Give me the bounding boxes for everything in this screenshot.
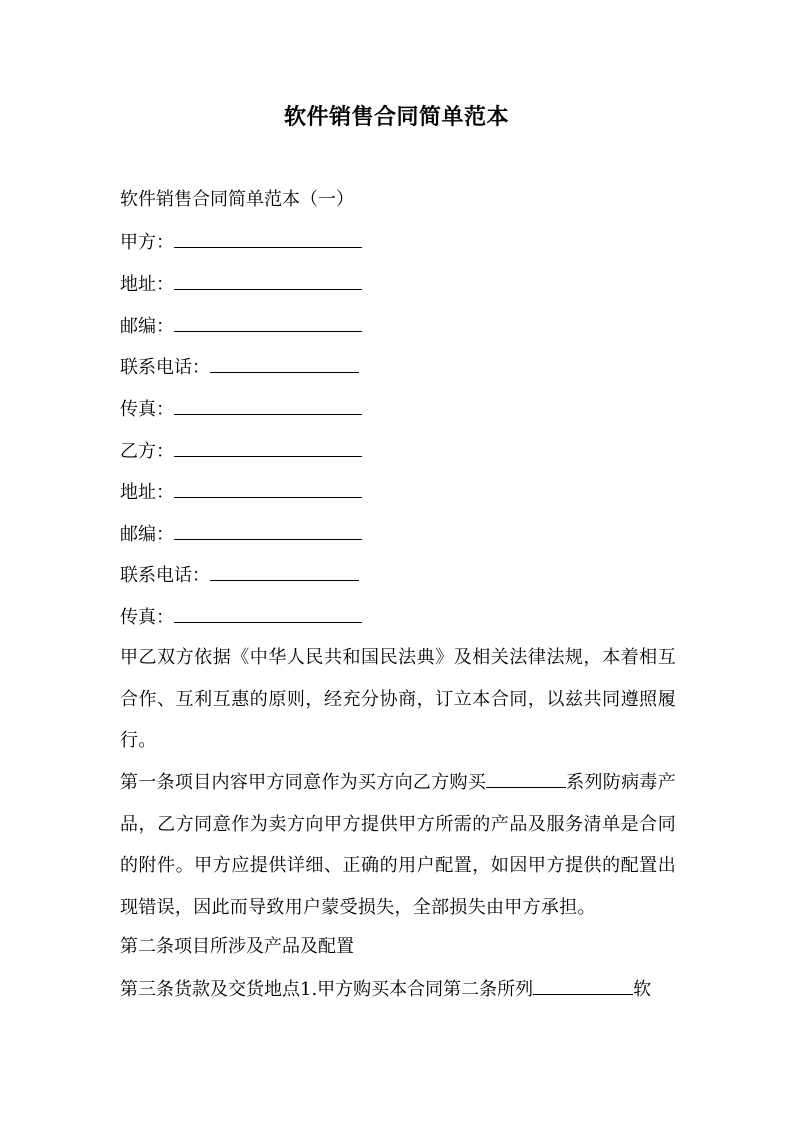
- party-a-fax-blank: [174, 396, 362, 415]
- party-a-name-blank: [174, 229, 362, 248]
- party-b-postcode-line: [120, 521, 362, 548]
- party-a-address-line: [120, 271, 362, 298]
- article-3-text-start: 第三条货款及交货地点1.甲方购买本合同第二条所列: [120, 979, 534, 1000]
- party-a-phone-blank: [210, 354, 359, 373]
- article-3-blank: [533, 976, 633, 995]
- party-b-phone-label: 联系电话：: [120, 565, 210, 586]
- party-a-address-blank: [174, 271, 362, 290]
- document-subtitle: 软件销售合同简单范本（一）: [120, 189, 354, 210]
- article-1-paragraph: [120, 762, 676, 928]
- party-a-phone-line: [120, 354, 359, 381]
- party-a-name-label: 甲方：: [120, 232, 174, 253]
- party-a-postcode-label: 邮编：: [120, 316, 174, 337]
- party-b-name-blank: [174, 438, 362, 457]
- party-b-phone-line: [120, 562, 359, 589]
- article-1-text-start: 第一条项目内容甲方同意作为买方向乙方购买: [120, 772, 487, 793]
- party-b-fax-line: [120, 604, 362, 631]
- article-3-text-end: 软: [633, 979, 652, 1000]
- party-a-postcode-blank: [174, 313, 362, 332]
- article-2-heading: 第二条项目所涉及产品及配置: [120, 936, 354, 957]
- party-a-fax-label: 传真：: [120, 399, 174, 420]
- party-b-phone-blank: [210, 562, 359, 581]
- party-b-postcode-blank: [174, 521, 362, 540]
- party-b-name-label: 乙方：: [120, 441, 174, 462]
- article-1-blank: [486, 769, 566, 788]
- party-a-postcode-line: [120, 313, 362, 340]
- article-1-text-end: 系列防病毒产品，乙方同意作为卖方向甲方提供甲方所需的产品及服务清单是合同的附件。甲方应提供详细、正确的用户配置，如因甲方提供的配置出现错误，因此而导致用户蒙受损失，全部损失由甲方承担。: [120, 772, 676, 918]
- party-b-address-label: 地址：: [120, 482, 174, 503]
- article-3-line: [120, 976, 651, 1003]
- party-a-address-label: 地址：: [120, 274, 174, 295]
- document-title: 软件销售合同简单范本: [283, 104, 509, 130]
- party-a-phone-label: 联系电话：: [120, 357, 210, 378]
- party-b-postcode-label: 邮编：: [120, 524, 174, 545]
- party-a-name-line: [120, 229, 362, 256]
- party-b-address-blank: [174, 479, 362, 498]
- party-b-address-line: [120, 479, 362, 506]
- party-b-name-line: [120, 438, 362, 465]
- intro-paragraph: 甲乙双方依据《中华人民共和国民法典》及相关法律法规，本着相互合作、互利互惠的原则，经充分协商，订立本合同，以兹共同遵照履行。: [120, 647, 676, 752]
- party-b-fax-blank: [174, 604, 362, 623]
- party-a-fax-line: [120, 396, 362, 423]
- party-b-fax-label: 传真：: [120, 607, 174, 628]
